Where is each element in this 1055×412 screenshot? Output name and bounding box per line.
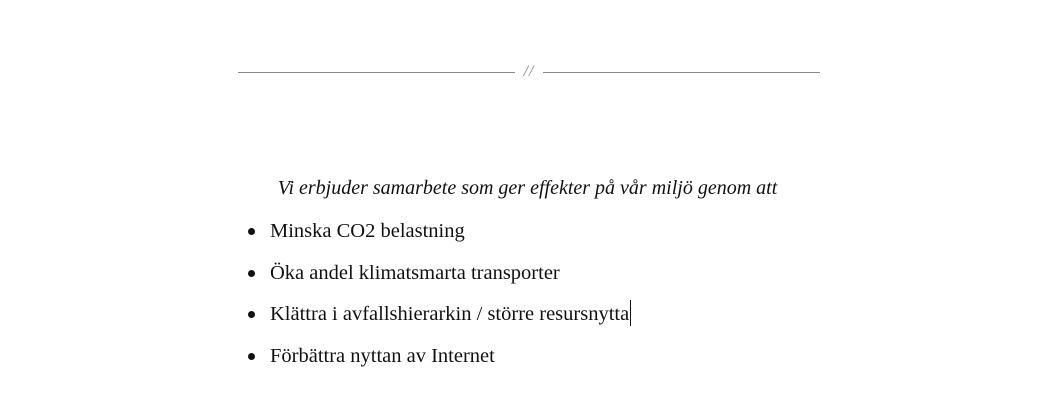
bullet-item-text[interactable]: Öka andel klimatsmarta transporter (270, 261, 560, 284)
section-divider (238, 62, 820, 82)
bullet-item-text[interactable]: Förbättra nyttan av Internet (270, 344, 495, 367)
bullet-item[interactable] (248, 216, 631, 258)
bullet-item[interactable] (248, 341, 631, 383)
bullet-dot-icon (248, 311, 255, 318)
divider-mark: // (523, 63, 535, 80)
bullet-dot-icon (248, 270, 255, 277)
bullet-item-text[interactable]: Klättra i avfallshierarkin / större resursnytta (270, 303, 630, 325)
bullet-dot-icon (248, 353, 255, 360)
bullet-item-text[interactable]: Minska CO2 belastning (270, 220, 465, 242)
text-cursor (630, 300, 631, 326)
divider-line-right (543, 72, 820, 73)
bullet-list[interactable] (248, 216, 631, 382)
intro-text[interactable]: Vi erbjuder samarbete som ger effekter på vår miljö genom att (277, 177, 778, 199)
divider-line-left (238, 72, 515, 73)
bullet-item[interactable] (248, 258, 631, 300)
bullet-item[interactable] (248, 299, 631, 341)
bullet-dot-icon (248, 228, 255, 235)
